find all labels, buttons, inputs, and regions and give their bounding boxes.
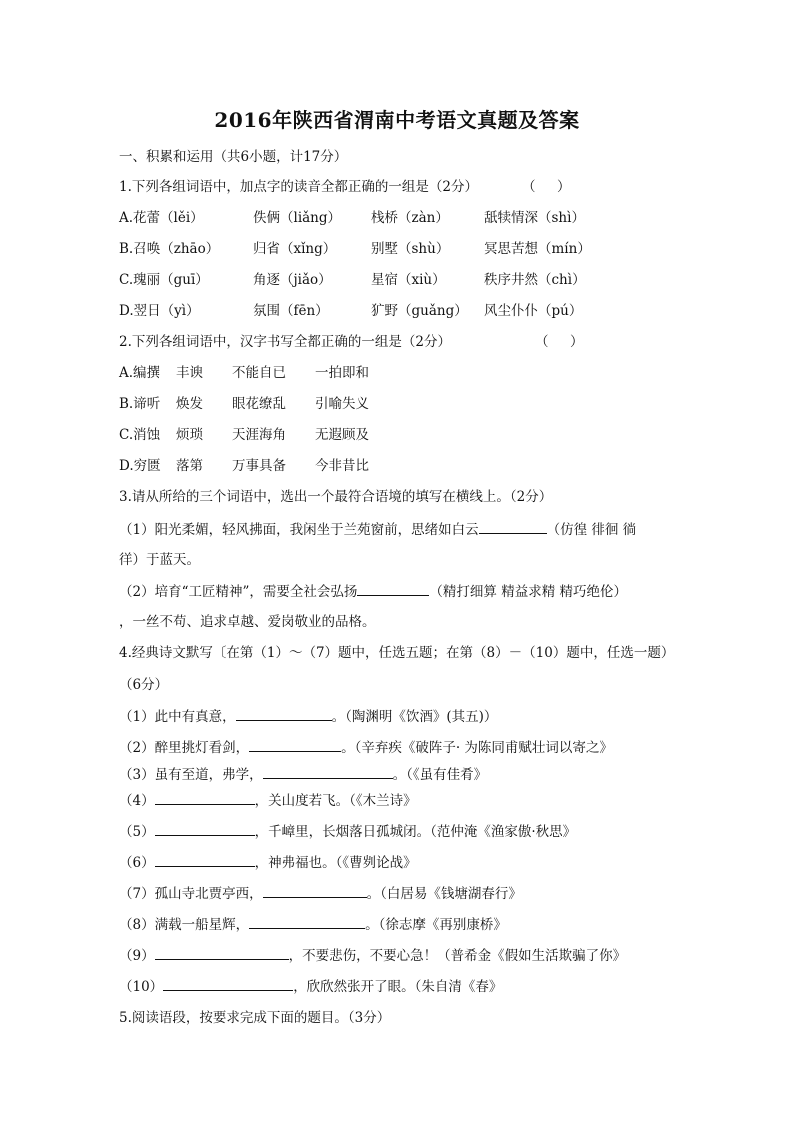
item-source: 。（徐志摩《再别康桥》: [365, 917, 507, 933]
question-5-stem: 5.阅读语段，按要求完成下面的题目。（3分）: [119, 1010, 391, 1026]
item-source: ，千嶂里，长烟落日孤城闭。（范仲淹《渔家傲·秋思》: [254, 824, 577, 840]
item-source: 。（辛弃疾《破阵子· 为陈同甫赋壮词以寄之》: [341, 740, 613, 756]
option-b-word-2: 归省（xǐng）: [253, 241, 337, 257]
option-d-word-1: D.翌日（yì）: [119, 303, 200, 319]
option-b-word-4: 引喻失义: [315, 396, 369, 412]
option-b-word-1: B.谛听: [119, 396, 161, 412]
option-c-word-3: 星宿（xiù）: [371, 272, 446, 288]
option-c-word-2: 角逐（jiǎo）: [253, 272, 332, 288]
item-prefix: （10）: [119, 979, 164, 995]
question-3-item-1: [119, 520, 636, 539]
option-b-word-1: B.召唤（zhāo）: [119, 241, 220, 257]
option-c-word-2: 烦琐: [176, 427, 203, 443]
item-text: （1）阳光柔媚，轻风拂面，我闲坐于兰苑窗前，思绪如白云: [119, 522, 479, 538]
item-prefix: （9）: [119, 948, 155, 964]
question-2-stem: [119, 333, 679, 351]
item-choices: （精打细算 精益求精 精巧绝伦）: [429, 584, 627, 600]
item-source: ，关山度若飞。（《木兰诗》: [254, 793, 417, 809]
item-text: （2）培育“工匠精神”，需要全社会弘扬: [119, 584, 358, 600]
item-source: ，神弗福也。（《曹刿论战》: [254, 855, 417, 871]
section-heading: 一、积累和运用（共6小题，计17分）: [119, 149, 348, 165]
option-d-word-4: 今非昔比: [315, 458, 369, 474]
fill-blank: [263, 884, 367, 898]
option-d-word-2: 氛围（fēn）: [253, 303, 329, 319]
item-prefix: （4）: [119, 793, 155, 809]
question-3-item-2-cont: ，一丝不苟、追求卓越、爱岗敬业的品格。: [119, 614, 376, 630]
option-b-word-3: 眼花缭乱: [232, 396, 286, 412]
fill-blank: [249, 738, 341, 752]
fill-blank: [163, 977, 293, 991]
item-source: 。（陶渊明《饮酒》(其五)）: [331, 709, 498, 725]
item-prefix: （2）醉里挑灯看剑，: [119, 740, 250, 756]
item-prefix: （8）满载一船星辉，: [119, 917, 250, 933]
recite-item-1: [119, 707, 497, 726]
item-prefix: （5）: [119, 824, 155, 840]
item-prefix: （6）: [119, 855, 155, 871]
item-prefix: （3）虽有至道，弗学，: [119, 767, 263, 783]
fill-blank: [263, 765, 393, 779]
option-c-word-1: C.瑰丽（guī）: [119, 272, 209, 288]
item-source: 。（《虽有佳肴》: [392, 767, 488, 783]
option-d-word-1: D.穷匮: [119, 458, 161, 474]
option-d-word-2: 落第: [176, 458, 203, 474]
option-a-word-2: 丰谀: [176, 365, 203, 381]
recite-item-10: [119, 977, 502, 996]
answer-paren: （ ）: [522, 179, 571, 195]
option-c-word-1: C.消蚀: [119, 427, 161, 443]
question-3-stem: 3.请从所给的三个词语中，选出一个最符合语境的填写在横线上。（2分）: [119, 489, 553, 505]
item-source: 。（白居易《钱塘湖春行》: [366, 886, 522, 902]
option-b-word-2: 焕发: [176, 396, 203, 412]
recite-item-8: [119, 915, 507, 934]
recite-item-3: [119, 765, 487, 784]
option-d-word-3: 犷野（guǎng）: [371, 303, 468, 319]
fill-blank: [249, 915, 365, 929]
item-source: ，不要悲伤，不要心急！（普希金《假如生活欺骗了你》: [288, 948, 627, 964]
recite-item-6: [119, 853, 417, 872]
recite-item-5: [119, 822, 576, 841]
question-3-item-1-cont: 徉）于蓝天。: [119, 552, 200, 568]
item-choices: （仿徨 徘徊 徜: [546, 522, 637, 538]
option-c-word-4: 无遐顾及: [315, 427, 369, 443]
recite-item-2: [119, 738, 613, 757]
question-4-stem: 4.经典诗文默写〔在第（1）～（7）题中，任选五题；在第（8）－（10）题中，任选一题）: [119, 645, 675, 661]
option-b-word-3: 别墅（shù）: [371, 241, 450, 257]
question-2-text: 2.下列各组词语中，汉字书写全都正确的一组是（2分）: [119, 334, 451, 350]
option-c-word-4: 秩序井然（chì）: [484, 272, 586, 288]
answer-paren: （ ）: [535, 334, 584, 350]
option-c-word-3: 天涯海角: [232, 427, 286, 443]
option-a-word-3: 不能自已: [232, 365, 286, 381]
option-a-word-4: 一拍即和: [315, 365, 369, 381]
option-a-word-1: A.编撰: [119, 365, 161, 381]
question-3-item-2: [119, 582, 627, 601]
recite-item-7: [119, 884, 522, 903]
option-b-word-4: 冥思苦想（mín）: [484, 241, 591, 257]
page-title: 2016年陕西省渭南中考语文真题及答案: [214, 108, 580, 132]
option-a-word-4: 舐犊情深（shì）: [484, 210, 585, 226]
fill-blank: [155, 791, 255, 805]
option-a-word-1: A.花蕾（lěi）: [119, 210, 204, 226]
fill-blank: [155, 853, 255, 867]
option-a-word-2: 佚俩（liǎng）: [253, 210, 342, 226]
question-1-text: 1.下列各组词语中，加点字的读音全都正确的一组是（2分）: [119, 179, 478, 195]
option-d-word-3: 万事具备: [232, 458, 286, 474]
option-d-word-4: 风尘仆仆（pú）: [484, 303, 583, 319]
fill-blank: [479, 520, 547, 534]
fill-blank: [155, 946, 289, 960]
item-prefix: （1）此中有真意，: [119, 709, 236, 725]
recite-item-9: [119, 946, 626, 965]
option-a-word-3: 栈桥（zàn）: [371, 210, 449, 226]
item-prefix: （7）孤山寺北贾亭西，: [119, 886, 263, 902]
question-1-stem: [119, 178, 679, 196]
recite-item-4: [119, 791, 417, 810]
item-source: ，欣欣然张开了眼。（朱自清《春》: [293, 979, 503, 995]
fill-blank: [155, 822, 255, 836]
fill-blank: [236, 707, 332, 721]
question-4-score: （6分）: [119, 677, 169, 693]
fill-blank: [357, 582, 429, 596]
